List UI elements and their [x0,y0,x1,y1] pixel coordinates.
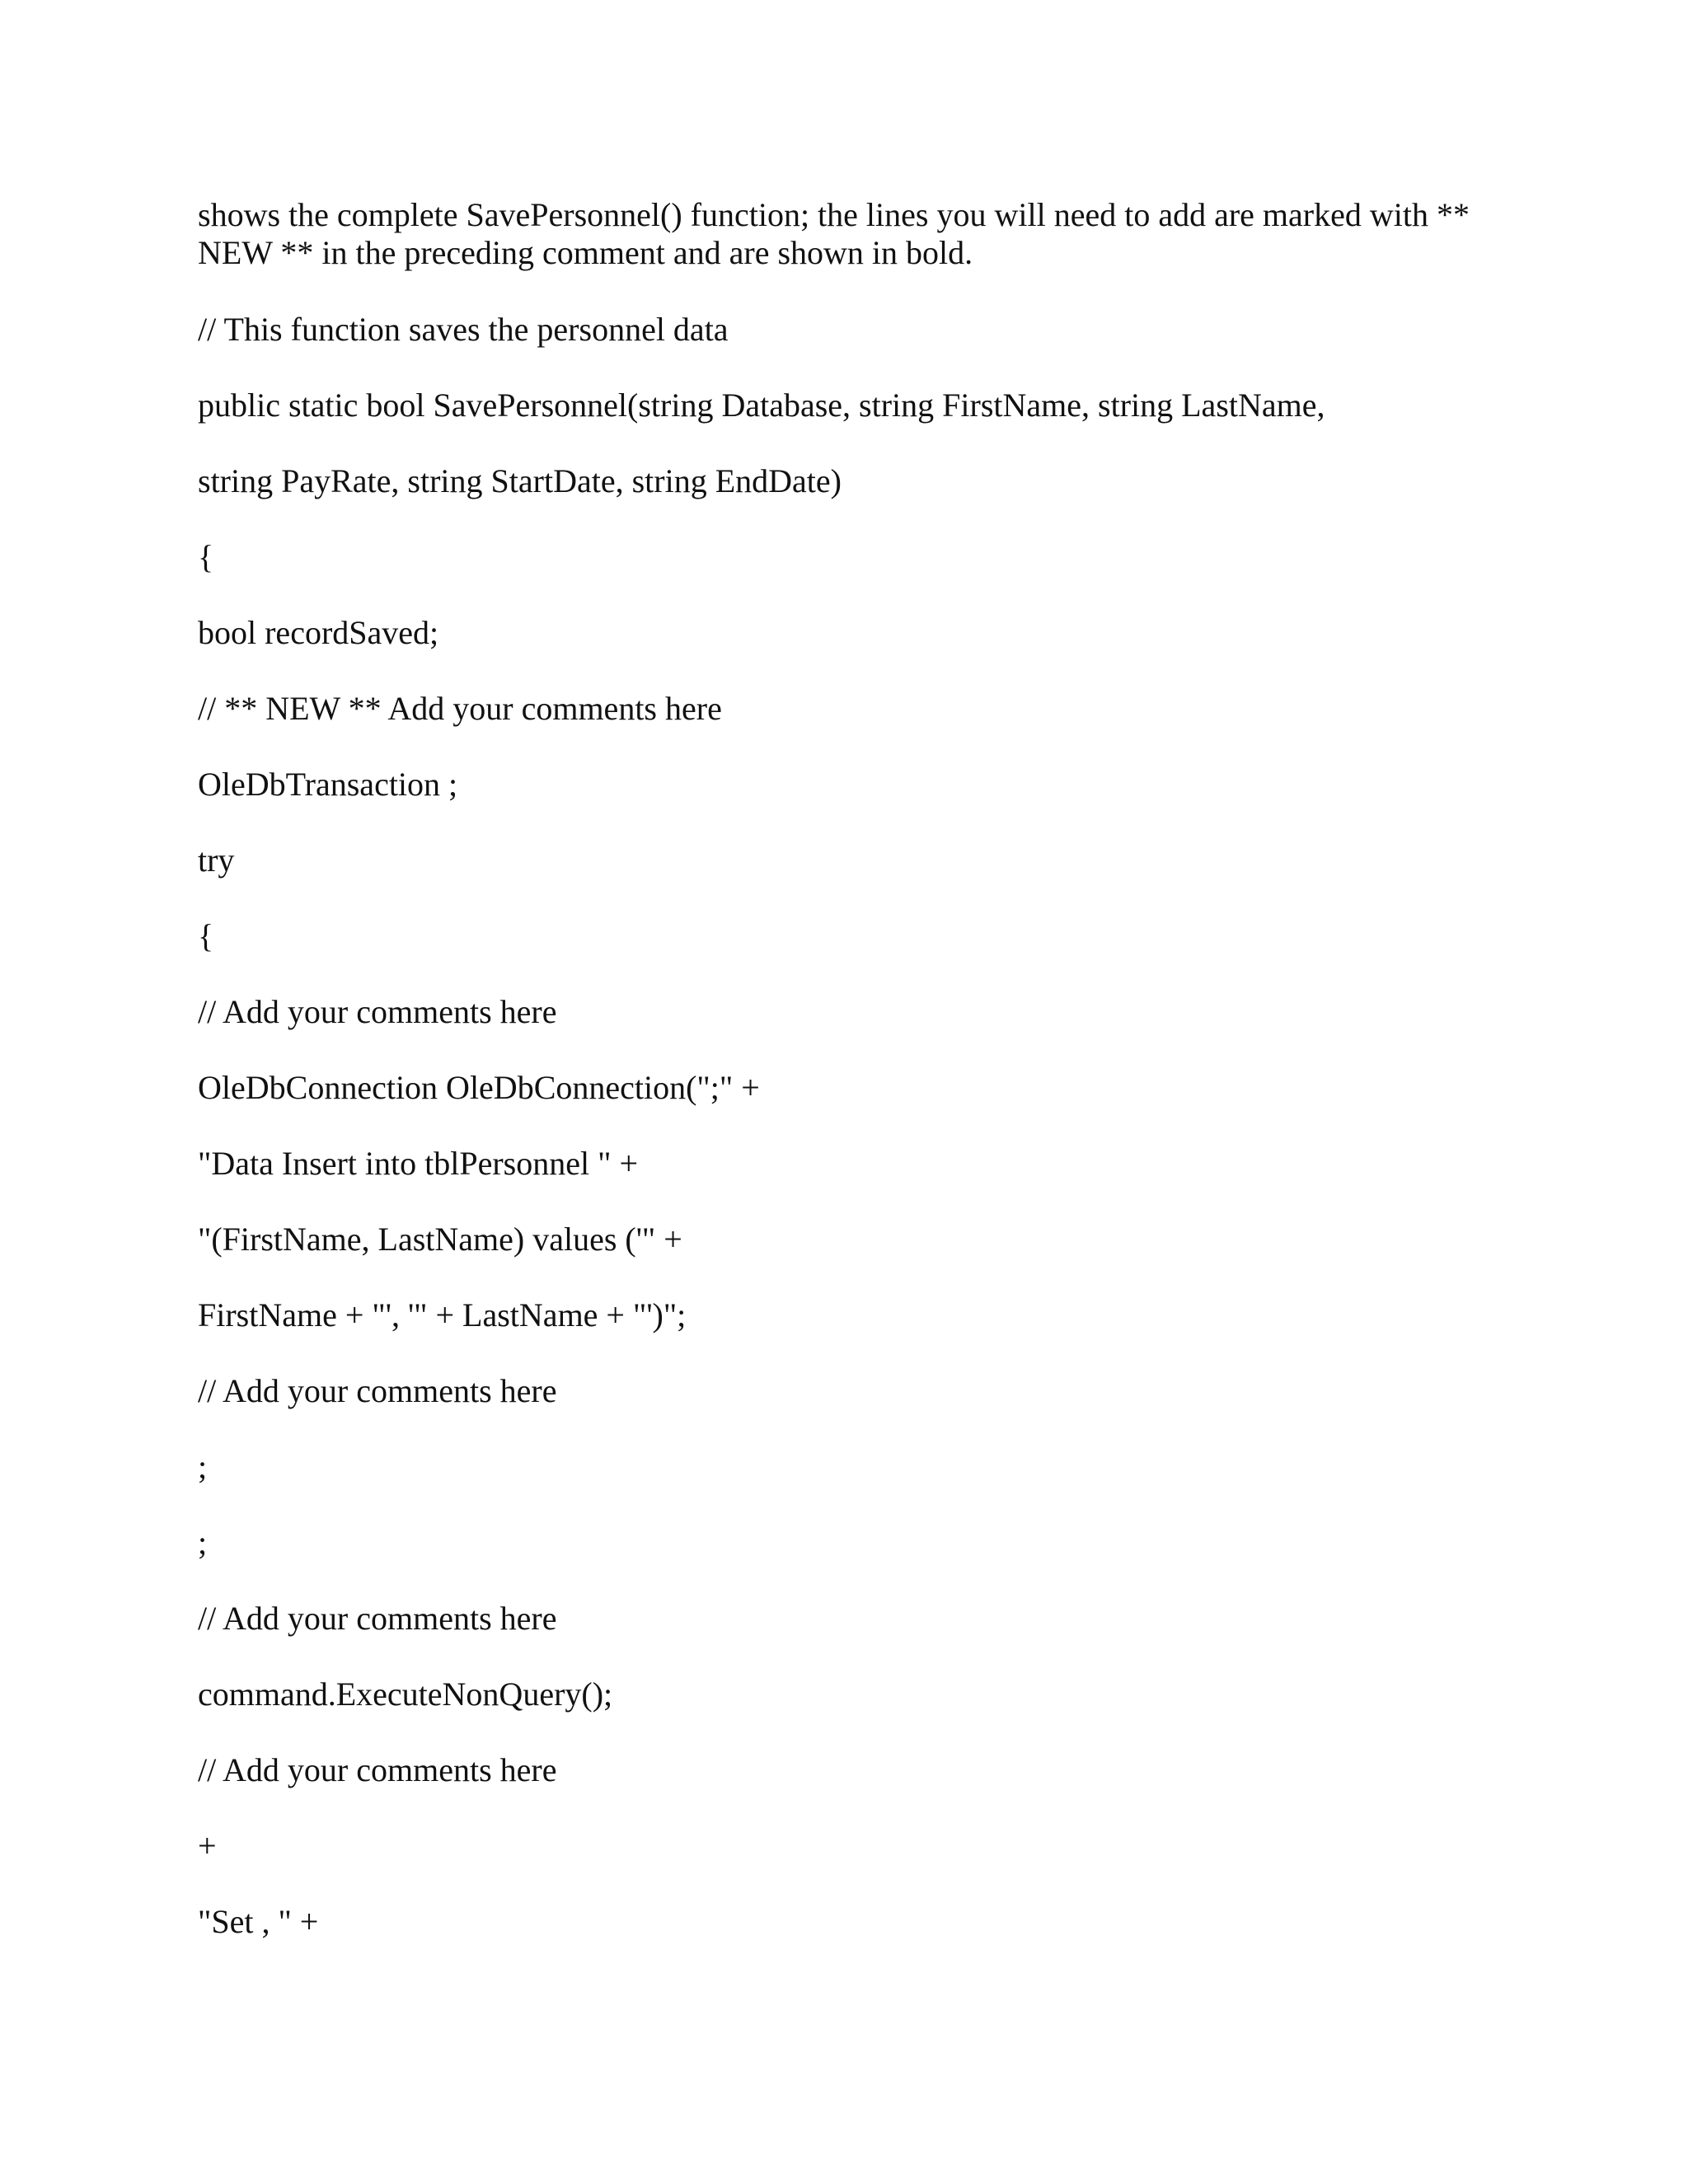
intro-line: shows the complete SavePersonnel() function; the lines you will need to add are marked with ** [198,196,1470,233]
code-comment: // This function saves the personnel data [198,311,729,348]
code-line: FirstName + "', '" + LastName + "')"; [198,1296,687,1333]
code-line: command.ExecuteNonQuery(); [198,1675,613,1713]
code-comment: // Add your comments here [198,1372,557,1409]
code-line: { [198,538,214,575]
code-line: "(FirstName, LastName) values ('" + [198,1221,682,1258]
code-comment: // ** NEW ** Add your comments here [198,690,722,727]
code-line: { [198,917,214,954]
code-line: "Set , " + [198,1903,319,1940]
intro-paragraph [198,196,1517,272]
code-line: public static bool SavePersonnel(string Database, string FirstName, string LastName, [198,387,1325,424]
code-line: "Data Insert into tblPersonnel " + [198,1145,639,1182]
intro-line: NEW ** in the preceding comment and are shown in bold. [198,234,973,271]
code-comment: // Add your comments here [198,1600,557,1637]
code-line: ; [198,1448,208,1485]
document-body [198,196,1517,1979]
code-line: OleDbTransaction ; [198,766,458,803]
code-line: bool recordSaved; [198,614,439,651]
code-line: OleDbConnection OleDbConnection(";" + [198,1069,760,1106]
code-line: ; [198,1524,208,1561]
code-line: + [198,1827,217,1864]
code-line: try [198,841,235,879]
code-line: string PayRate, string StartDate, string EndDate) [198,462,842,499]
code-comment: // Add your comments here [198,993,557,1030]
code-comment: // Add your comments here [198,1751,557,1788]
